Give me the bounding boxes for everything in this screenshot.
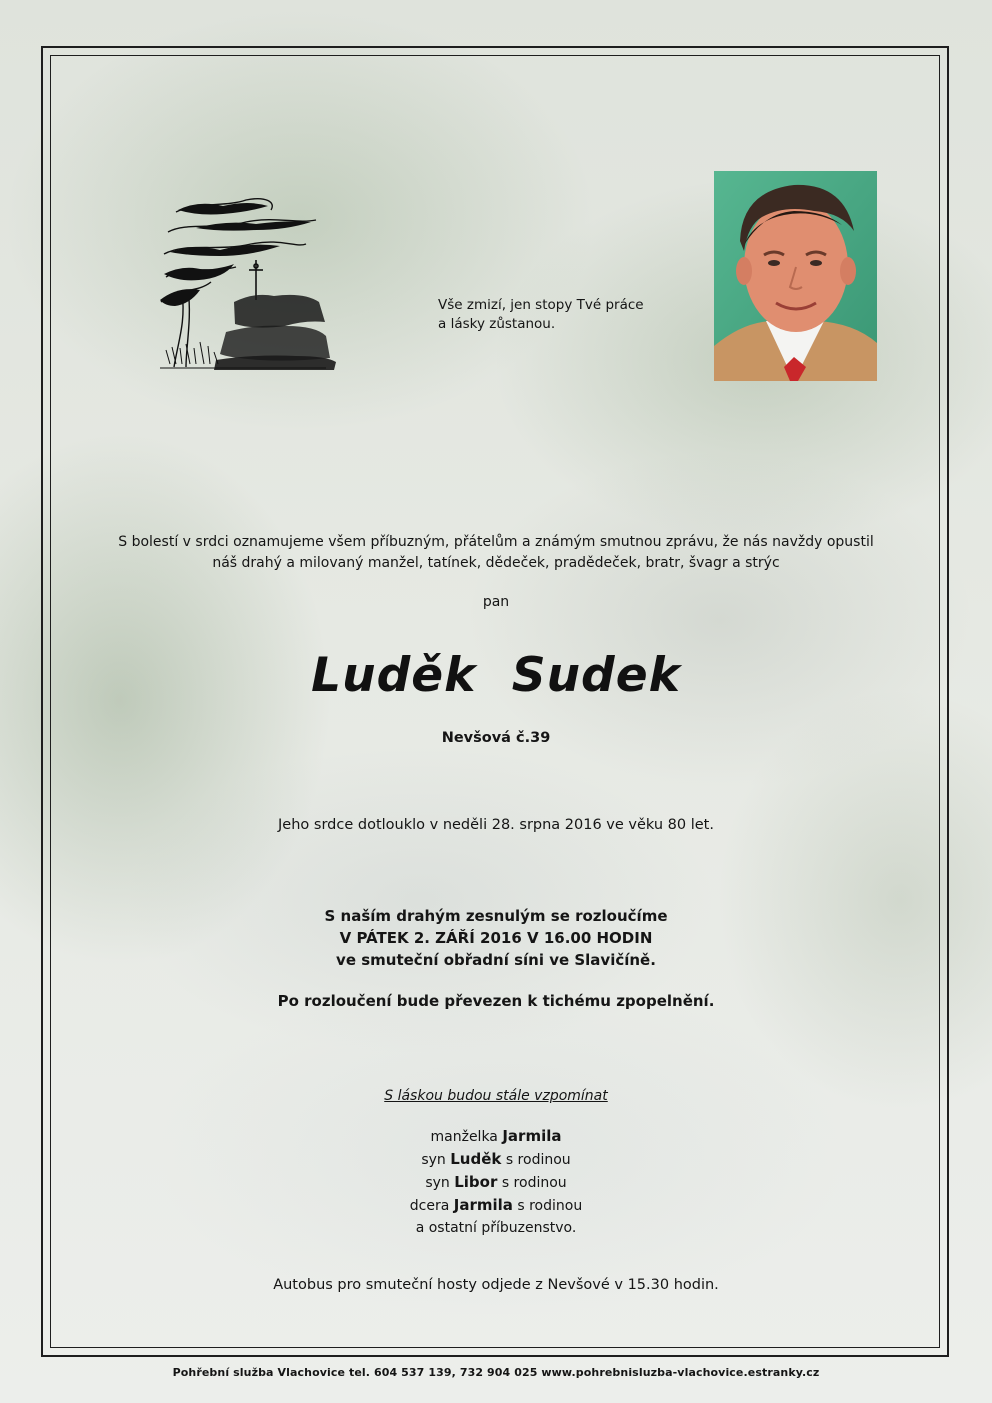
mourner-relation: manželka — [430, 1129, 498, 1145]
mourners-other: a ostatní příbuzenstvo. — [415, 1220, 577, 1236]
announcement — [60, 532, 932, 574]
mourner-suffix: s rodinou — [505, 1152, 571, 1168]
bus-notice: Autobus pro smuteční hosty odjede z Nevšové v 15.30 hodin. — [273, 1277, 719, 1293]
mourner-row — [60, 1194, 932, 1217]
mourner-relation: syn — [425, 1175, 450, 1191]
mourner-name: Jarmila — [502, 1127, 562, 1145]
remember-title: S láskou budou stále vzpomínat — [384, 1088, 608, 1104]
mourner-name: Luděk — [450, 1150, 502, 1168]
mourner-relation: dcera — [409, 1198, 450, 1214]
announcement-line-2: náš drahý a milovaný manžel, tatínek, dědeček, pradědeček, bratr, švagr a strýc — [212, 555, 780, 571]
portrait-photo — [714, 171, 877, 381]
mourner-name: Jarmila — [453, 1196, 513, 1214]
tree-cross-drawing — [156, 182, 336, 377]
motto-line-2: a lásky zůstanou. — [438, 316, 556, 332]
mourner-row — [60, 1148, 932, 1171]
deceased-address: Nevšová č.39 — [441, 730, 551, 746]
mourner-name: Libor — [454, 1173, 498, 1191]
mourner-row — [60, 1171, 932, 1194]
ceremony-line-2: V PÁTEK 2. ZÁŘÍ 2016 V 16.00 HODIN — [339, 929, 653, 947]
footer-contact: Pohřební služba Vlachovice tel. 604 537 139, 732 904 025 www.pohrebnisluzba-vlachovice.estranky.cz — [172, 1366, 820, 1379]
salutation: pan — [482, 594, 510, 610]
ceremony-info — [60, 905, 932, 971]
deceased-first-name: Luděk — [311, 648, 477, 703]
deceased-name — [60, 648, 932, 703]
announcement-line-1: S bolestí v srdci oznamujeme všem příbuzným, přátelům a známým smutnou zprávu, že nás navždy opustil — [118, 534, 874, 550]
mourner-row — [60, 1125, 932, 1148]
death-notice: Jeho srdce dotlouklo v neděli 28. srpna 2016 ve věku 80 let. — [278, 817, 714, 833]
motto-line-1: Vše zmizí, jen stopy Tvé práce — [438, 297, 644, 313]
motto — [438, 296, 658, 334]
mourner-suffix: s rodinou — [517, 1198, 583, 1214]
mourners-list — [60, 1125, 932, 1239]
deceased-last-name: Sudek — [511, 648, 681, 703]
cremation-note: Po rozloučení bude převezen k tichému zpopelnění. — [277, 992, 715, 1010]
mourner-suffix: s rodinou — [501, 1175, 567, 1191]
mourner-relation: syn — [421, 1152, 446, 1168]
ceremony-line-1: S naším drahým zesnulým se rozloučíme — [324, 907, 668, 925]
ceremony-line-3: ve smuteční obřadní síni ve Slavičíně. — [336, 951, 656, 969]
